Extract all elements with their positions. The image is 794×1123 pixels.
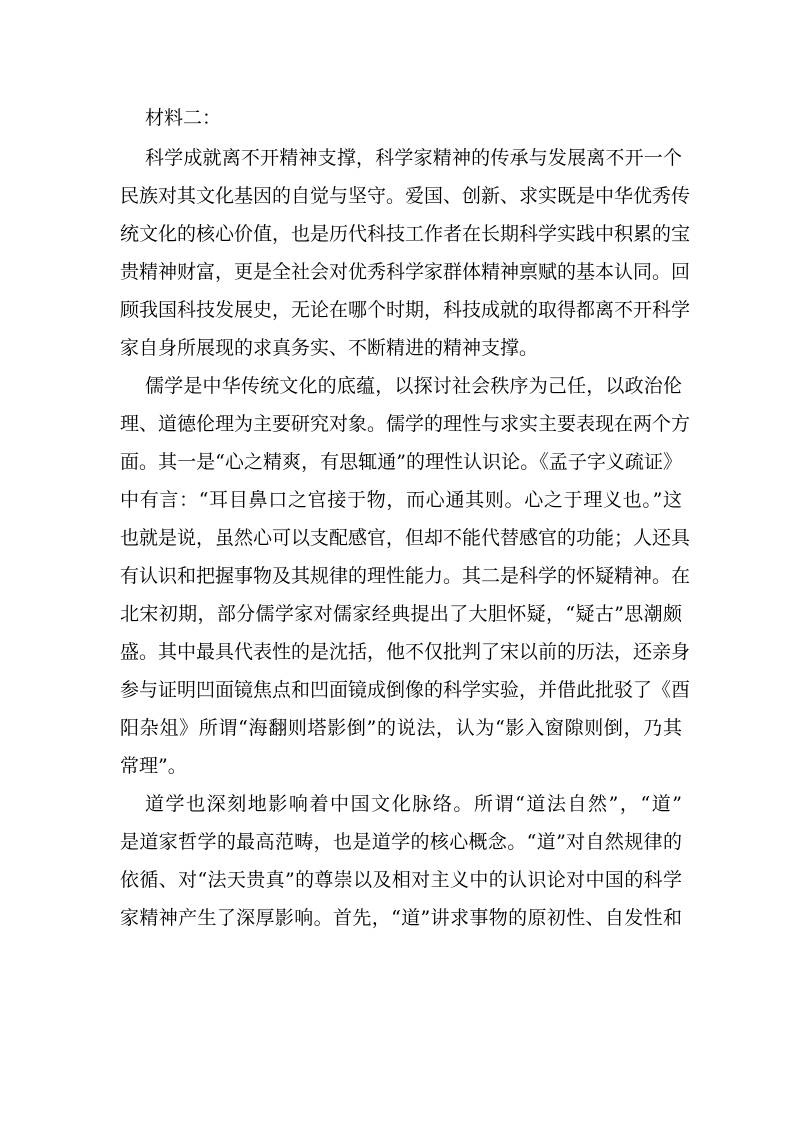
paragraph-2-line-5: 也就是说，虽然心可以支配感官，但却不能代替感官的功能；人还具 xyxy=(120,527,691,549)
paragraph-2-line-6: 有认识和把握事物及其规律的理性能力。其二是科学的怀疑精神。在 xyxy=(120,565,691,587)
paragraph-2-line-9: 参与证明凹面镜焦点和凹面镜成倒像的科学实验，并借此批驳了《酉 xyxy=(120,679,691,701)
paragraph-2-line-10: 阳杂俎》所谓“海翻则塔影倒”的说法，认为“影入窗隙则倒，乃其 xyxy=(120,717,682,739)
paragraph-1-line-5: 顾我国科技发展史，无论在哪个时期，科技成就的取得都离不开科学 xyxy=(120,299,691,321)
paragraph-2-line-4: 中有言：“耳目鼻口之官接于物，而心通其则。心之于理义也。”这 xyxy=(120,489,682,511)
paragraph-1-line-2: 民族对其文化基因的自觉与坚守。爱国、创新、求实既是中华优秀传 xyxy=(120,185,691,207)
paragraph-2-line-2: 理、道德伦理为主要研究对象。儒学的理性与求实主要表现在两个方 xyxy=(120,413,691,435)
paragraph-2-line-11: 常理”。 xyxy=(120,755,187,777)
paragraph-1-line-1: 科学成就离不开精神支撑，科学家精神的传承与发展离不开一个 xyxy=(145,147,682,169)
paragraph-3-line-3: 依循、对“法天贵真”的尊崇以及相对主义中的认识论对中国的科学 xyxy=(120,869,682,891)
paragraph-3-line-1: 道学也深刻地影响着中国文化脉络。所谓“道法自然”，“道” xyxy=(145,793,682,815)
paragraph-1-line-4: 贵精神财富，更是全社会对优秀科学家群体精神禀赋的基本认同。回 xyxy=(120,261,691,283)
paragraph-1-line-3: 统文化的核心价值，也是历代科技工作者在长期科学实践中积累的宝 xyxy=(120,223,691,245)
paragraph-2-line-8: 盛。其中最具代表性的是沈括，他不仅批判了宋以前的历法，还亲身 xyxy=(120,641,691,663)
paragraph-3-line-4: 家精神产生了深厚影响。首先，“道”讲求事物的原初性、自发性和 xyxy=(120,907,682,929)
paragraph-1-line-6: 家自身所展现的求真务实、不断精进的精神支撑。 xyxy=(120,337,539,359)
paragraph-2-line-7: 北宋初期，部分儒学家对儒家经典提出了大胆怀疑，“疑古”思潮颇 xyxy=(120,603,682,625)
paragraph-3-line-2: 是道家哲学的最高范畴，也是道学的核心概念。“道”对自然规律的 xyxy=(120,831,682,853)
section-heading: 材料二： xyxy=(145,107,222,129)
paragraph-2-line-3: 面。其一是“心之精爽，有思辄通”的理性认识论。《孟子字义疏证》 xyxy=(120,451,682,473)
paragraph-2-line-1: 儒学是中华传统文化的底蕴，以探讨社会秩序为己任，以政治伦 xyxy=(145,375,682,397)
